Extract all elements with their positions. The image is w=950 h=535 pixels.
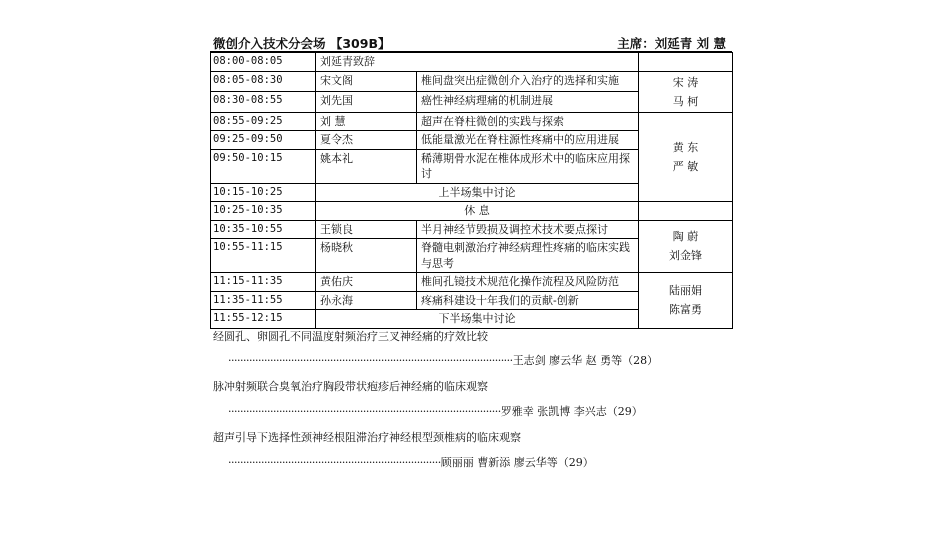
discussion-cell: 下半场集中讨论 xyxy=(316,310,639,329)
time-cell: 09:50-10:15 xyxy=(211,149,316,183)
leader-dots: ··························································································· xyxy=(228,405,501,418)
time-cell: 10:25-10:35 xyxy=(211,202,316,221)
topic-cell: 低能量激光在脊柱源性疼痛中的应用进展 xyxy=(417,131,639,150)
moderator-name: 陆丽娟 xyxy=(669,284,702,298)
time-cell: 10:15-10:25 xyxy=(211,183,316,202)
topic-cell: 超声在脊柱微创的实践与探索 xyxy=(417,112,639,131)
table-row xyxy=(211,53,733,72)
time-cell: 11:15-11:35 xyxy=(211,273,316,292)
moderator-name: 马 柯 xyxy=(672,94,699,108)
speaker-cell: 夏令杰 xyxy=(316,131,417,150)
speaker-cell: 黄佑庆 xyxy=(316,273,417,292)
topic-cell: 椎间盘突出症微创介入治疗的选择和实施 xyxy=(417,71,639,92)
table-row xyxy=(211,202,733,221)
article-title: 经圆孔、卵圆孔不同温度射频治疗三叉神经痛的疗效比较 xyxy=(213,330,488,343)
time-cell: 10:35-10:55 xyxy=(211,220,316,239)
time-cell: 08:00-08:05 xyxy=(211,53,316,72)
topic-cell: 癌性神经病理痛的机制进展 xyxy=(417,92,639,113)
moderator-name: 陶 蔚 xyxy=(672,230,699,244)
table-row xyxy=(211,273,733,292)
article-byline xyxy=(228,454,723,470)
moderator-name: 严 敏 xyxy=(672,159,699,173)
moderator-name: 宋 涛 xyxy=(672,75,699,89)
session-header xyxy=(210,33,732,52)
topic-cell: 疼痛科建设十年我们的贡献-创新 xyxy=(417,291,639,310)
speaker-cell: 杨晓秋 xyxy=(316,239,417,273)
topic-cell: 半月神经节毁损及调控术技术要点探讨 xyxy=(417,220,639,239)
moderator-cell xyxy=(639,202,733,221)
speaker-cell: 刘 慧 xyxy=(316,112,417,131)
moderator-cell xyxy=(639,220,733,273)
article-byline xyxy=(228,352,723,368)
article-title: 超声引导下选择性颈神经根阻滞治疗神经根型颈椎病的临床观察 xyxy=(213,431,521,444)
article-authors: 顾丽丽 曹新添 廖云华等（29） xyxy=(440,456,594,469)
topic-cell: 脊髓电刺激治疗神经病理性疼痛的临床实践与思考 xyxy=(417,239,639,273)
session-title: 微创介入技术分会场 【309B】 xyxy=(213,36,391,51)
time-cell: 10:55-11:15 xyxy=(211,239,316,273)
time-cell: 11:35-11:55 xyxy=(211,291,316,310)
leader-dots: ······································································· xyxy=(228,456,441,469)
topic-cell: 稀薄期骨水泥在椎体成形术中的临床应用探讨 xyxy=(417,149,639,183)
article-title: 脉冲射频联合臭氧治疗胸段带状疱疹后神经痛的临床观察 xyxy=(213,380,488,393)
moderator-cell xyxy=(639,53,733,72)
time-cell: 08:05-08:30 xyxy=(211,71,316,92)
schedule-table xyxy=(210,52,733,329)
discussion-cell: 上半场集中讨论 xyxy=(316,183,639,202)
moderator-name: 黄 东 xyxy=(672,140,699,154)
topic-cell: 椎间孔镜技术规范化操作流程及风险防范 xyxy=(417,273,639,292)
speaker-cell: 宋文阁 xyxy=(316,71,417,92)
speaker-cell: 刘先国 xyxy=(316,92,417,113)
moderator-cell xyxy=(639,273,733,329)
time-cell: 08:55-09:25 xyxy=(211,112,316,131)
moderator-name: 刘金锋 xyxy=(669,249,702,263)
speaker-cell: 孙永海 xyxy=(316,291,417,310)
schedule-section xyxy=(210,33,732,329)
moderator-name: 陈富勇 xyxy=(669,303,702,317)
moderator-cell xyxy=(639,71,733,112)
article-authors: 罗雅幸 张凯博 李兴志（29） xyxy=(500,405,643,418)
time-cell: 09:25-09:50 xyxy=(211,131,316,150)
moderator-cell xyxy=(639,112,733,202)
table-row xyxy=(211,220,733,239)
time-cell: 11:55-12:15 xyxy=(211,310,316,329)
table-row xyxy=(211,71,733,92)
session-chairs: 主席：刘延青 刘 慧 xyxy=(617,36,726,51)
speaker-cell: 王锁良 xyxy=(316,220,417,239)
article-authors: 王志剑 廖云华 赵 勇等（28） xyxy=(512,354,659,367)
speaker-cell: 姚本礼 xyxy=(316,149,417,183)
break-cell: 休 息 xyxy=(316,202,639,221)
table-row xyxy=(211,112,733,131)
speaker-cell: 刘延青致辞 xyxy=(316,53,639,72)
time-cell: 08:30-08:55 xyxy=(211,92,316,113)
leader-dots: ······························································································· xyxy=(228,354,513,367)
article-byline xyxy=(228,403,723,419)
